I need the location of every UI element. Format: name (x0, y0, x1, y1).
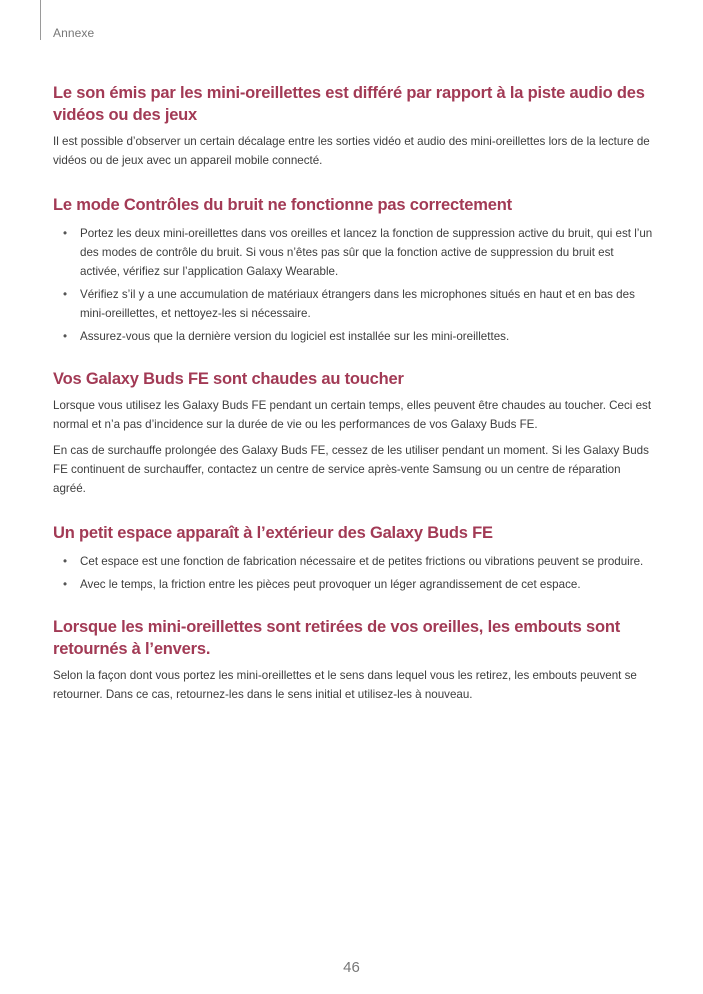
list-item-text: Cet espace est une fonction de fabrication nécessaire et de petites frictions ou vibrations peuvent se produire. (80, 555, 644, 568)
bullet-icon: • (63, 330, 68, 343)
section-heading: Le mode Contrôles du bruit ne fonctionne pas correctement (53, 196, 512, 214)
section-paragraph: En cas de surchauffe prolongée des Galaxy Buds FE, cessez de les utiliser pendant un moment. Si les Galaxy Buds FE continuent de surchauffer, contactez un centre de service après-vente Samsung ou un centre de réparation agréé. (53, 444, 649, 495)
header-divider (40, 0, 41, 40)
bullet-icon: • (63, 578, 68, 591)
list-item (53, 285, 653, 323)
bullet-icon: • (63, 288, 68, 301)
section-audio-delay (53, 82, 653, 170)
list-item (53, 327, 653, 346)
list-item (53, 575, 653, 594)
section-ear-tips-inverted (53, 616, 653, 704)
section-noise-control (53, 194, 653, 346)
section-heading: Le son émis par les mini-oreillettes est différé par rapport à la piste audio des vidéos ou des jeux (53, 84, 645, 124)
section-warm-to-touch (53, 368, 653, 498)
document-body (53, 82, 653, 711)
section-paragraph: Il est possible d’observer un certain décalage entre les sorties vidéo et audio des mini-oreillettes lors de la lecture de vidéos ou de jeux avec un appareil mobile connecté. (53, 135, 650, 167)
section-heading: Vos Galaxy Buds FE sont chaudes au toucher (53, 370, 404, 388)
list-item-text: Avec le temps, la friction entre les pièces peut provoquer un léger agrandissement de cet espace. (80, 578, 581, 591)
list-item-text: Portez les deux mini-oreillettes dans vos oreilles et lancez la fonction de suppression active du bruit, qui est l’un des modes de contrôle du bruit. Si vous n’êtes pas sûr que la fonction active de suppression du bruit est activée, vérifiez sur l’application Galaxy Wearable. (80, 227, 653, 278)
list-item-text: Vérifiez s’il y a une accumulation de matériaux étrangers dans les microphones situés en haut et en bas des mini-oreillettes, et nettoyez-les si nécessaire. (80, 288, 635, 320)
bullet-list (53, 552, 653, 594)
page-number: 46 (343, 959, 360, 976)
section-header-label: Annexe (53, 26, 95, 40)
list-item (53, 224, 653, 281)
section-paragraph: Lorsque vous utilisez les Galaxy Buds FE pendant un certain temps, elles peuvent être chaudes au toucher. Ceci est normal et n’a pas d’incidence sur la durée de vie ou les performances de vos Galaxy Buds FE. (53, 399, 652, 431)
section-heading: Un petit espace apparaît à l’extérieur des Galaxy Buds FE (53, 524, 493, 542)
bullet-list (53, 224, 653, 346)
section-small-gap (53, 522, 653, 594)
bullet-icon: • (63, 555, 68, 568)
list-item (53, 552, 653, 571)
list-item-text: Assurez-vous que la dernière version du logiciel est installée sur les mini-oreillettes. (80, 330, 510, 343)
section-paragraph: Selon la façon dont vous portez les mini-oreillettes et le sens dans lequel vous les retirez, les embouts peuvent se retourner. Dans ce cas, retournez-les dans le sens initial et utilisez-les à nouveau. (53, 669, 637, 701)
section-heading: Lorsque les mini-oreillettes sont retirées de vos oreilles, les embouts sont retournés à l’envers. (53, 618, 621, 658)
bullet-icon: • (63, 227, 68, 240)
